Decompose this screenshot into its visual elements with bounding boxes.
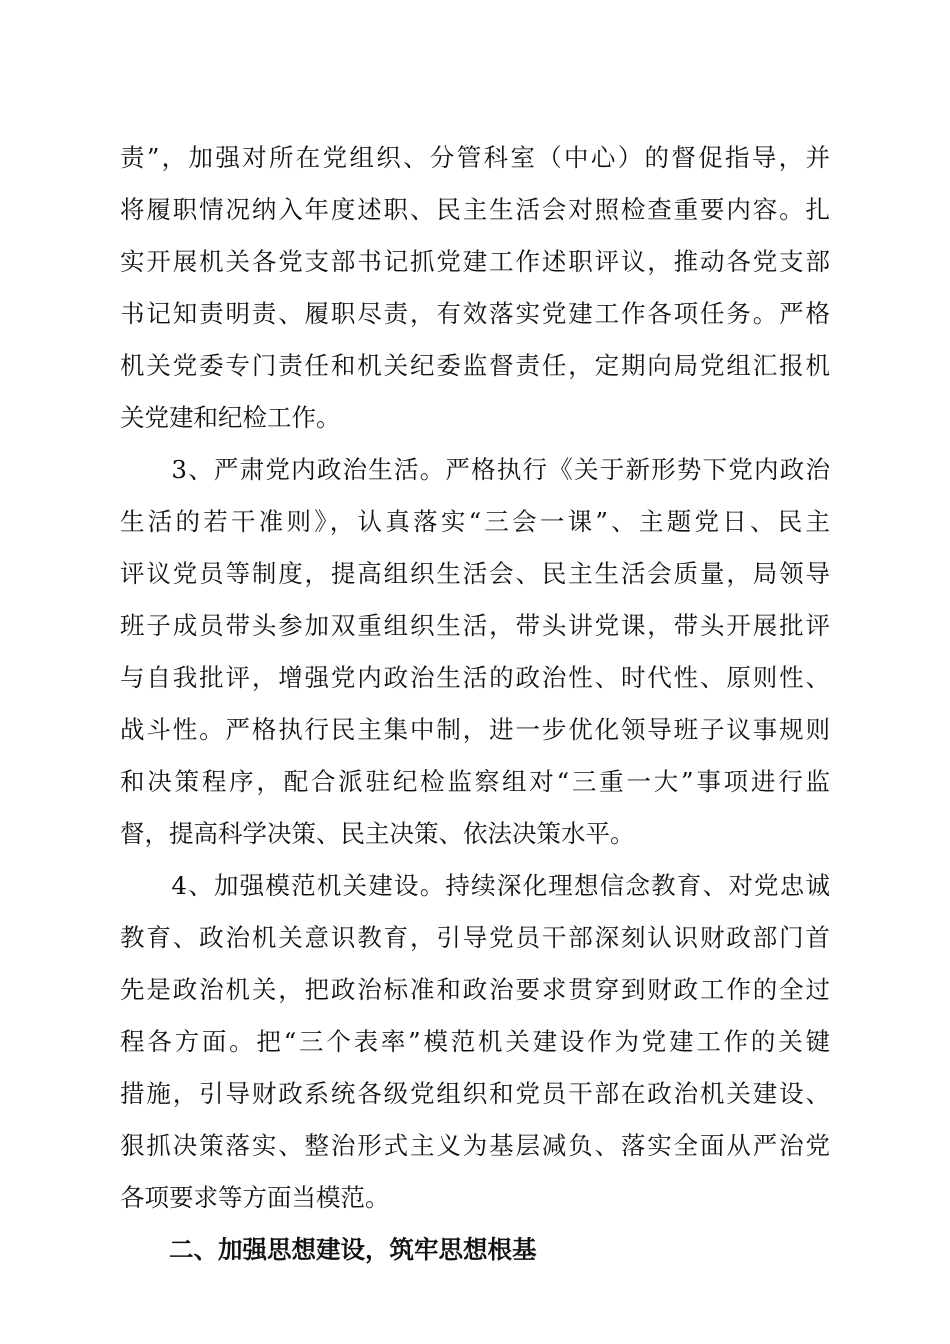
- text-line: 和决策程序，配合派驻纪检监察组对“三重一大”事项进行监: [120, 767, 830, 796]
- text-line: 机关党委专门责任和机关纪委监督责任，定期向局党组汇报机: [120, 351, 830, 380]
- text-line: 先是政治机关，把政治标准和政治要求贯穿到财政工作的全过: [120, 975, 830, 1004]
- text-line: 3、严肃党内政治生活。严格执行《关于新形势下党内政治: [120, 455, 830, 484]
- text-line: 4、加强模范机关建设。持续深化理想信念教育、对党忠诚: [120, 871, 830, 900]
- text-line: 狠抓决策落实、整治形式主义为基层减负、落实全面从严治党: [120, 1131, 830, 1160]
- text-line: 与自我批评，增强党内政治生活的政治性、时代性、原则性、: [120, 663, 830, 692]
- text-line: 责”，加强对所在党组织、分管科室（中心）的督促指导，并: [120, 143, 830, 172]
- text-line: 程各方面。把“三个表率”模范机关建设作为党建工作的关键: [120, 1027, 830, 1056]
- text-line: 实开展机关各党支部书记抓党建工作述职评议，推动各党支部: [120, 247, 830, 276]
- text-line: 书记知责明责、履职尽责，有效落实党建工作各项任务。严格: [120, 299, 830, 328]
- text-line: 战斗性。严格执行民主集中制，进一步优化领导班子议事规则: [120, 715, 830, 744]
- text-line: 将履职情况纳入年度述职、民主生活会对照检查重要内容。扎: [120, 195, 830, 224]
- text-line: 班子成员带头参加双重组织生活，带头讲党课，带头开展批评: [120, 611, 830, 640]
- text-line: 关党建和纪检工作。: [120, 403, 341, 432]
- text-line: 督，提高科学决策、民主决策、依法决策水平。: [120, 819, 635, 848]
- section-heading: 二、加强思想建设，筑牢思想根基: [120, 1235, 537, 1264]
- text-line: 教育、政治机关意识教育，引导党员干部深刻认识财政部门首: [120, 923, 830, 952]
- text-line: 各项要求等方面当模范。: [120, 1183, 390, 1212]
- text-line: 措施，引导财政系统各级党组织和党员干部在政治机关建设、: [120, 1079, 830, 1108]
- text-line: 生活的若干准则》，认真落实“三会一课”、主题党日、民主: [120, 507, 830, 536]
- text-line: 评议党员等制度，提高组织生活会、民主生活会质量，局领导: [120, 559, 830, 588]
